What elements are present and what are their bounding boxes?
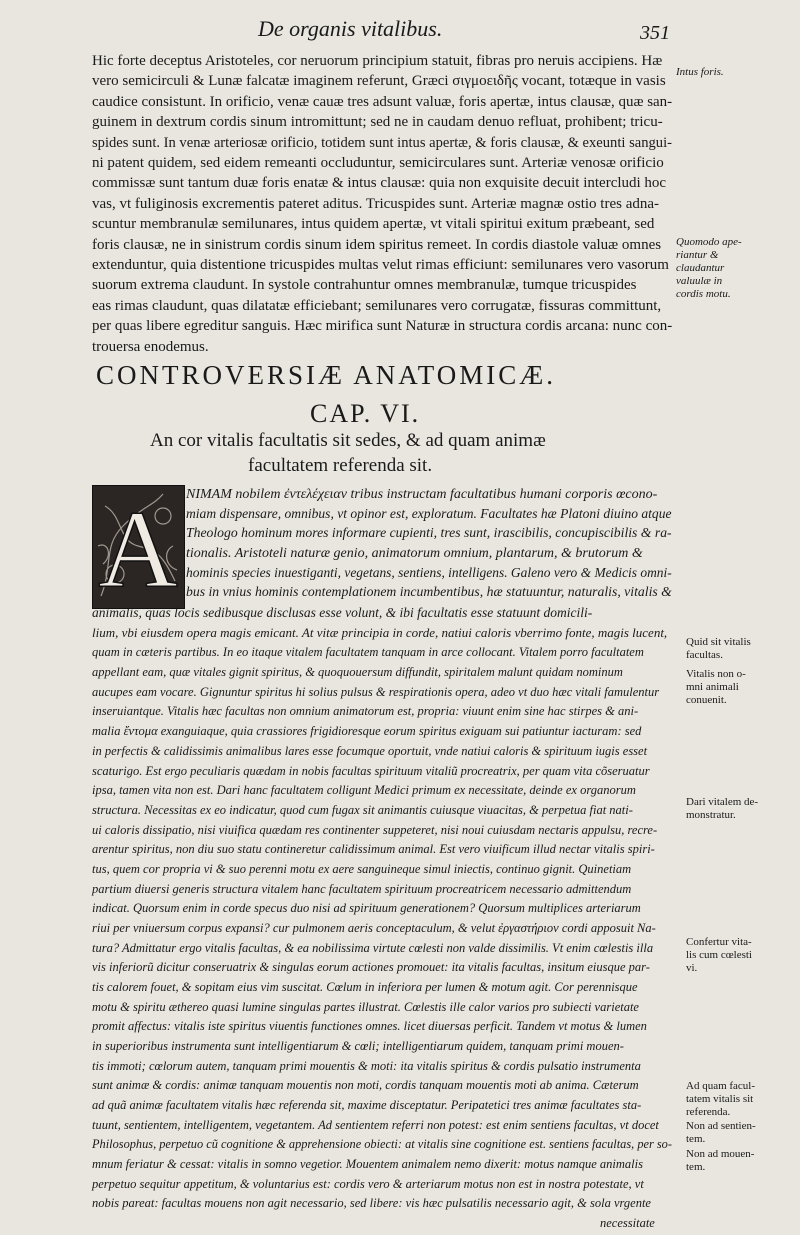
margin-note: Vitalis non o- xyxy=(686,668,746,680)
margin-note: mni animali xyxy=(686,681,739,693)
text-line: indicat. Quorsum enim in corde specus duo nisi ad spirituum generationem? Quorsum multiplices arteriarum xyxy=(92,901,641,916)
text-line: Philosophus, perpetuo cũ cognitione & apprehensione obiecti: at vitalis sine cognitione est. sentiens facultas, per so- xyxy=(92,1137,672,1152)
text-line: malia ἔντομα exanguiaque, quia crassiores frigidioresque eorum spiritus exiguam sui patiuntur iacturam: sed xyxy=(92,724,642,739)
text-line: ui caloris dissipatio, nisi viuifica quædam res continenter suppeteret, nisi noui cuiusdam nectaris appulsu, recre- xyxy=(92,822,658,837)
text-line: ad quã animæ facultatem vitalis hæc referenda sit, maxime disceptatur. Peripatetici tres animæ facultates sta- xyxy=(92,1097,642,1112)
section-heading: CONTROVERSIÆ ANATOMICÆ. xyxy=(96,360,557,390)
text-line: commissæ sunt tantum duæ foris enatæ & intus clausæ: quia non exquisite decuit intercludi hoc xyxy=(92,175,667,192)
text-line: vas, vt fuliginosis excrementis pateret aditus. Tricuspides sunt. Arteriæ magnæ ostio tres adna- xyxy=(92,195,660,212)
text-line: animalis, quas locis sedibusque disclusas esse volunt, & ibi facultatis esse statuunt domicili- xyxy=(92,605,593,621)
chapter-title-line: An cor vitalis facultatis sit sedes, & ad quam animæ xyxy=(150,430,546,451)
text-line: tura? Admittatur ergo vitalis facultas, & ea nobilissima virtute cœlesti non valde dissimilis. Vt enim cœlestis illa xyxy=(92,940,654,955)
text-line: extenduntur, quia distentione tricuspides multas velut rimas efficiunt: semilunares vero vasorum xyxy=(92,257,669,273)
margin-note: cordis motu. xyxy=(676,288,731,300)
text-line: ni patent quidem, sed eidem remeanti occluduntur, semicirculares sunt. Arteriæ venosæ orificio xyxy=(92,155,664,171)
decorated-initial xyxy=(92,485,185,609)
text-line: quam in cæteris partibus. In eo itaque vitalem facultatem tanquam in arce collocant. Vitalem porro facultatem xyxy=(92,645,644,660)
text-line: guinem in dextrum cordis sinum intromittunt; sed ne in caudam denuo refluat, prohibent; tricu- xyxy=(92,114,663,131)
text-line: structura. Necessitas ex eo indicatur, quod cum fugax sit animantis cuiusque viuacitas, & perpetua fiat nati- xyxy=(92,802,633,817)
text-line: aucupes eam vocare. Gignuntur spiritus hi solius pulsus & respirationis opera, adeo vt duo hæc vitali famulentur xyxy=(92,684,660,699)
margin-note: Confertur vita- xyxy=(686,936,752,948)
decorated-initial-art xyxy=(93,486,184,608)
margin-note: facultas. xyxy=(686,649,723,661)
margin-note: lis cum cœlesti xyxy=(686,949,752,961)
text-line: scaturigo. Est ergo peculiaris quædam in nobis facultas spirituum vitaliũ procreatrix, per quam vita cõseruatur xyxy=(92,763,650,778)
text-line: tis immoti; cœlorum autem, tanquam primi mouentis & moti: ita vitalis spiritus & cordis pulsatio instrumenta xyxy=(92,1058,641,1073)
text-line: sunt animæ & cordis: animæ tanquam mouentis non moti, cordis tanquam mouentis moti ab anima. Cæterum xyxy=(92,1078,639,1093)
margin-note: monstratur. xyxy=(686,809,736,821)
text-line: vero semicirculi & Lunæ falcatæ imaginem referunt, Græci σιγμοειδῆς vocant, totæque in vasis xyxy=(92,73,666,90)
text-line: per quas libere egreditur sanguis. Hæc mirifica sunt Naturæ in structura cordis arcana: nunc con- xyxy=(92,318,673,335)
text-line: caudice consistunt. In orificio, venæ cauæ tres adsunt valuæ, foris apertæ, intus clausæ, quæ san- xyxy=(92,93,673,110)
text-line: hominis species inuestiganti, vegetans, sentiens, intelligens. Galeno vero & Medicis omni- xyxy=(186,565,672,581)
text-line: spides sunt. In venæ arteriosæ orificio, totidem sunt intus apertæ, & foris clausæ, & exeunti sangui- xyxy=(92,134,672,151)
margin-note: Intus foris. xyxy=(676,66,724,78)
text-line: miam dispensare, omnibus, vt opinor est, exploratum. Facultates hæ Platoni diuino atque xyxy=(186,506,672,522)
margin-note: valuulæ in xyxy=(676,275,723,287)
margin-note: Dari vitalem de- xyxy=(686,796,759,808)
margin-note: referenda. xyxy=(686,1106,731,1118)
text-line: lium, vbi eiusdem opera magis emicant. At vitæ principia in corde, natiui caloris vberrimo fonte, magis lucent, xyxy=(92,624,668,640)
chapter-number: CAP. VI. xyxy=(310,399,421,428)
margin-note: tatem vitalis sit xyxy=(686,1093,754,1105)
margin-note: Non ad mouen- xyxy=(686,1148,755,1160)
text-line: in superioribus instrumenta sunt intelligentiarum & cœli; intelligentiarum quidem, tanquam primi mouen- xyxy=(92,1038,624,1053)
margin-note: conuenit. xyxy=(686,694,727,706)
text-line: motu & spiritu æthereo quasi lumine singulas partes illustrat. Cœlestis ille calor varios pro subiecti varietate xyxy=(92,999,639,1014)
text-line: necessitate xyxy=(600,1216,655,1230)
text-line: perpetuo sequitur appetitum, & voluntarius est: cordis vero & arteriarum motus non est in nostra potestate, vt xyxy=(92,1176,644,1191)
text-line: tis calorem fouet, & sopitam eius vim suscitat. Cœlum in inferiora per lumen & motum agit. Cor perennisque xyxy=(92,979,638,994)
text-line: mnum feriatur & cessat: vitalis in somno vegetior. Mouentem animalem nemo dixerit: motus namque animalis xyxy=(92,1157,643,1171)
text-line: tionalis. Aristoteli naturæ genio, animatorum omnium, plantarum, & brutorum & xyxy=(186,546,643,561)
dropcap-letter: A xyxy=(98,488,178,608)
text-line: in perfectis & calidissimis animalibus lares esse focumque oportuit, vnde natiui caloris & spirituum iugis esset xyxy=(92,743,648,758)
chapter-title-line: facultatem referenda sit. xyxy=(248,455,433,476)
page-number: 351 xyxy=(640,22,670,44)
text-line: trouersa enodemus. xyxy=(92,338,209,355)
text-line: inseruiantque. Vitalis hæc facultas non omnium animatorum est, propria: viuunt enim sine hac stirpes & ani- xyxy=(92,704,639,719)
margin-note: riantur & xyxy=(676,249,719,261)
text-line: NIMAM nobilem ἐντελέχειαν tribus instructam facultatibus humani corporis œcono- xyxy=(186,487,658,502)
margin-note: tem. xyxy=(686,1161,706,1173)
running-title: De organis vitalibus. xyxy=(258,16,443,41)
text-line: appellant eam, quæ vitales gignit spiritus, & quoquouersum diffundit, spiritalem malunt quidam nominum xyxy=(92,665,623,680)
margin-note: claudantur xyxy=(676,262,725,274)
margin-note: vi. xyxy=(686,962,698,974)
text-line: foris clausæ, ne in sinistrum cordis sinum idem spiritus remeet. In cordis diastole valuæ omnes xyxy=(92,236,662,253)
text-line: arentur spiritus, non diu suo statu contineretur calidissimum animal. Est vero viuificum illud nectar vitalis spiri- xyxy=(92,842,655,857)
text-line: riui per vniuersum corpus expansi? cur pulmonem aeris conceptaculum, & velut ἐργαστήριον cordi apposuit Na- xyxy=(92,920,656,935)
margin-note: Non ad sentien- xyxy=(686,1120,756,1132)
text-line: nobis pareat: facultas mouens non agit necessario, sed libere: vis hæc pulsatilis necessario agit, & sola vrgente xyxy=(92,1196,651,1211)
text-line: scuntur membranulæ semilunares, intus quidem apertæ, vt vitali spiritui exitum præbeant, sed xyxy=(92,216,655,233)
text-line: bus in vnius hominis contemplationem incumbentibus, hæ statuuntur, naturalis, vitalis & xyxy=(186,585,672,601)
margin-note: Ad quam facul- xyxy=(686,1080,756,1092)
margin-note: tem. xyxy=(686,1133,706,1145)
text-line: partium diuersi generis structura vitalem hanc facultatem spirituum procreatricem necessario admittendum xyxy=(92,881,632,896)
text-line: eas rimas claudunt, quas dilatatæ efficiebant; semilunares vero corrugatæ, fissuras committunt, xyxy=(92,297,662,314)
text-line: promit affectus: vitalis iste spiritus viuentis functiones omnes. licet diuersas perficit. Tandem vt motus & lumen xyxy=(92,1019,647,1034)
margin-note: Quid sit vitalis xyxy=(686,636,751,648)
text-line: Theologo hominum mores informare cupienti, tres sunt, irascibilis, concupiscibilis & ra- xyxy=(186,526,672,542)
text-line: vis inferiorũ dicitur conseruatrix & singulas eorum actiones promouet: ita vitalis facultas, insitum eiusque par- xyxy=(92,960,650,975)
text-line: suorum extrema claudunt. In systole contrahuntur omnes membranulæ, tumque tricuspides xyxy=(92,277,637,294)
text-line: ipsa, tamen vita non est. Dari hanc facultatem colligunt Medici primum ex necessitate, deinde ex organorum xyxy=(92,783,636,798)
text-line: tus, quem cor propria vi & suo perenni motu ex aere sanguineque simul iniectis, continuo gignit. Quinetiam xyxy=(92,861,632,876)
text-line: tuunt, sentientem, intelligentem, vegetantem. Ad sentientem referri non potest: est enim sentiens facultas, vt docet xyxy=(92,1117,659,1132)
margin-note: Quomodo ape- xyxy=(676,236,742,248)
text-line: Hic forte deceptus Aristoteles, cor neruorum principium statuit, fibras pro neruis accipiens. Hæ xyxy=(92,53,663,69)
